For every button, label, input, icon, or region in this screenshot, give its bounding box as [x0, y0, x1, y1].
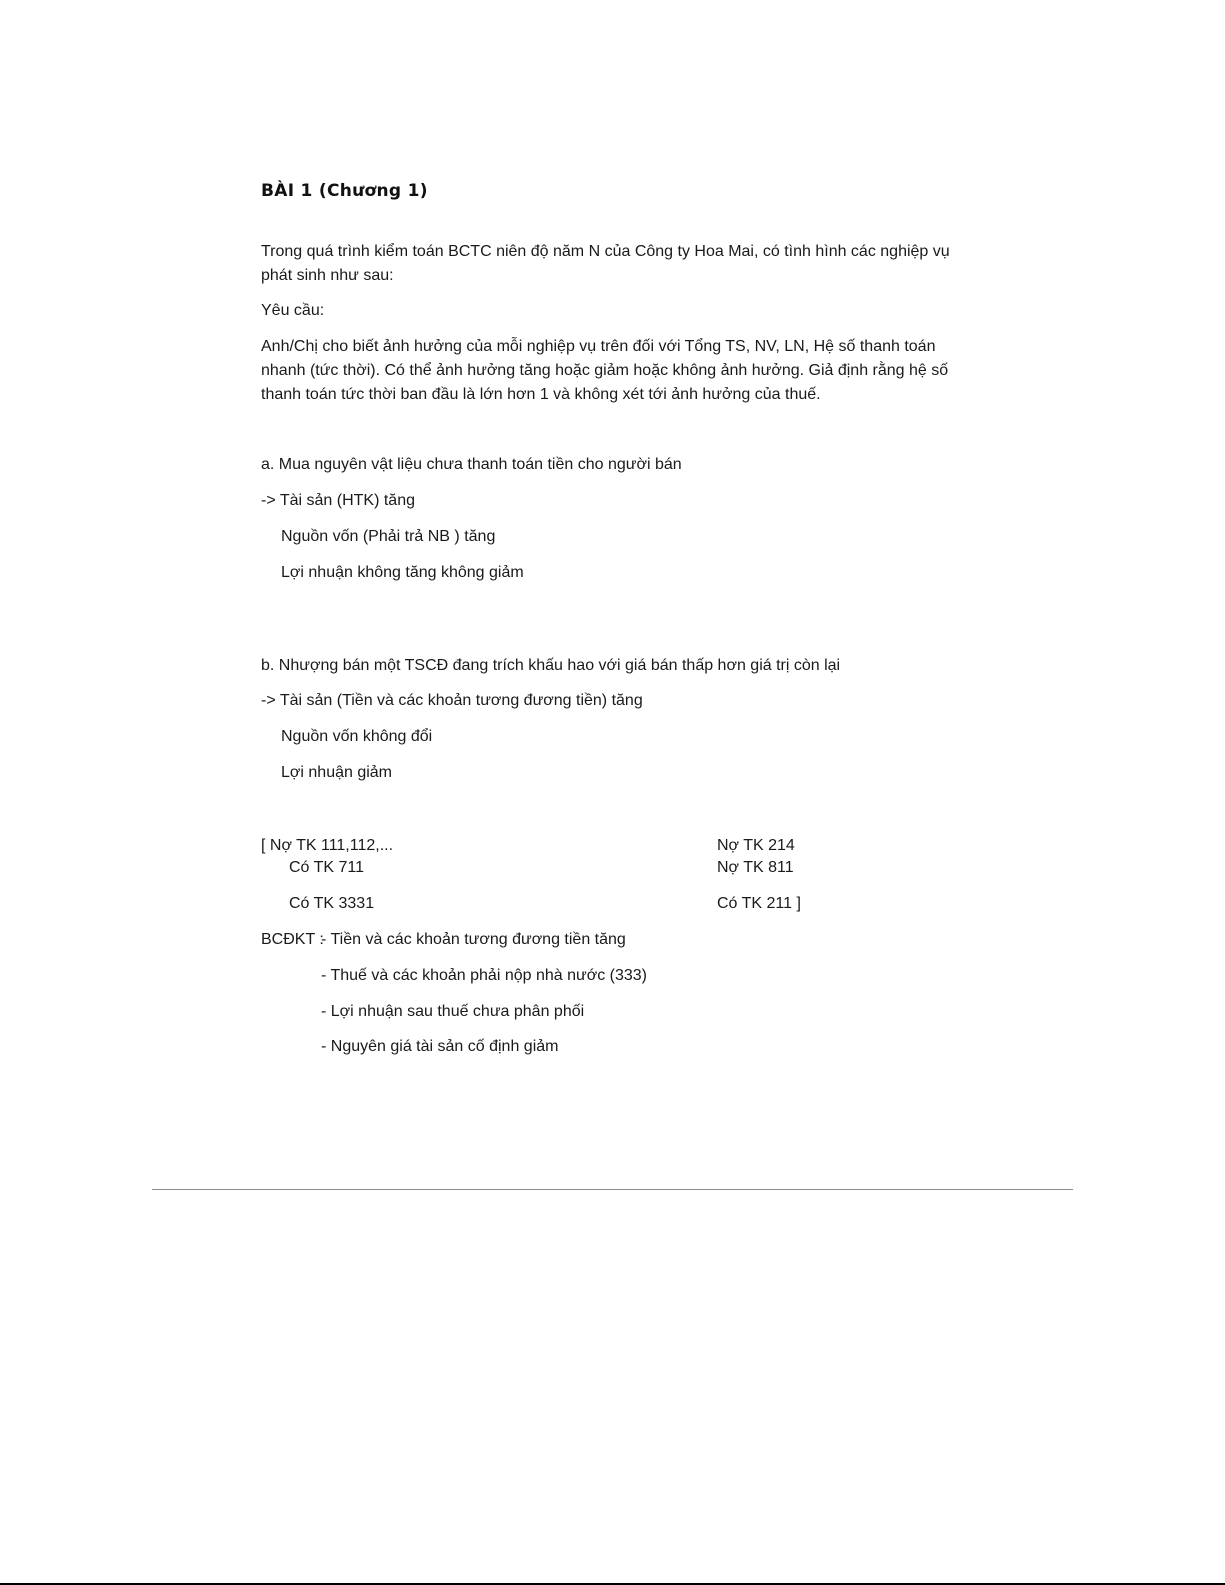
part-a-assets: -> Tài sản (HTK) tăng: [261, 492, 415, 509]
entry-debit-214: Nợ TK 214: [717, 837, 795, 854]
part-a-heading: a. Mua nguyên vật liệu chưa thanh toán tiền cho người bán: [261, 456, 682, 473]
balance-sheet-item: - Thuế và các khoản phải nộp nhà nước (333): [321, 967, 647, 984]
entry-debit-811: Nợ TK 811: [717, 859, 794, 876]
intro-line-1: Trong quá trình kiểm toán BCTC niên độ năm N của Công ty Hoa Mai, có tình hình các nghiệp vụ: [261, 243, 950, 260]
part-b-profit: Lợi nhuận giảm: [281, 764, 393, 781]
requirement-line-3: thanh toán tức thời ban đầu là lớn hơn 1 và không xét tới ảnh hưởng của thuế.: [261, 386, 821, 403]
balance-sheet-item: - Lợi nhuận sau thuế chưa phân phối: [321, 1003, 585, 1020]
entry-credit-3331: Có TK 3331: [289, 895, 375, 912]
part-b-assets: -> Tài sản (Tiền và các khoản tương đương tiền) tăng: [261, 692, 643, 709]
part-b-capital: Nguồn vốn không đổi: [281, 728, 433, 745]
entry-debit-111: [ Nợ TK 111,112,...: [261, 837, 394, 854]
entry-credit-211: Có TK 211 ]: [717, 895, 801, 912]
page-divider: [152, 1189, 1073, 1190]
intro-line-2: phát sinh như sau:: [261, 267, 394, 284]
requirement-line-2: nhanh (tức thời). Có thể ảnh hưởng tăng hoặc giảm hoặc không ảnh hưởng. Giả định rằng hệ số: [261, 362, 949, 379]
part-a-capital: Nguồn vốn (Phải trả NB ) tăng: [281, 528, 496, 545]
requirement-label: Yêu cầu:: [261, 302, 325, 319]
entry-credit-711: Có TK 711: [289, 859, 365, 876]
part-b-heading: b. Nhượng bán một TSCĐ đang trích khấu hao với giá bán thấp hơn giá trị còn lại: [261, 657, 841, 674]
balance-sheet-item: - Nguyên giá tài sản cố định giảm: [321, 1038, 559, 1055]
part-a-profit: Lợi nhuận không tăng không giảm: [281, 564, 524, 581]
requirement-line-1: Anh/Chị cho biết ảnh hưởng của mỗi nghiệp vụ trên đối với Tổng TS, NV, LN, Hệ số thanh toán: [261, 338, 936, 355]
balance-sheet-label: BCĐKT :: [261, 931, 324, 948]
balance-sheet-item: - Tiền và các khoản tương đương tiền tăng: [321, 931, 626, 948]
exercise-title: BÀI 1 (Chương 1): [261, 181, 428, 201]
